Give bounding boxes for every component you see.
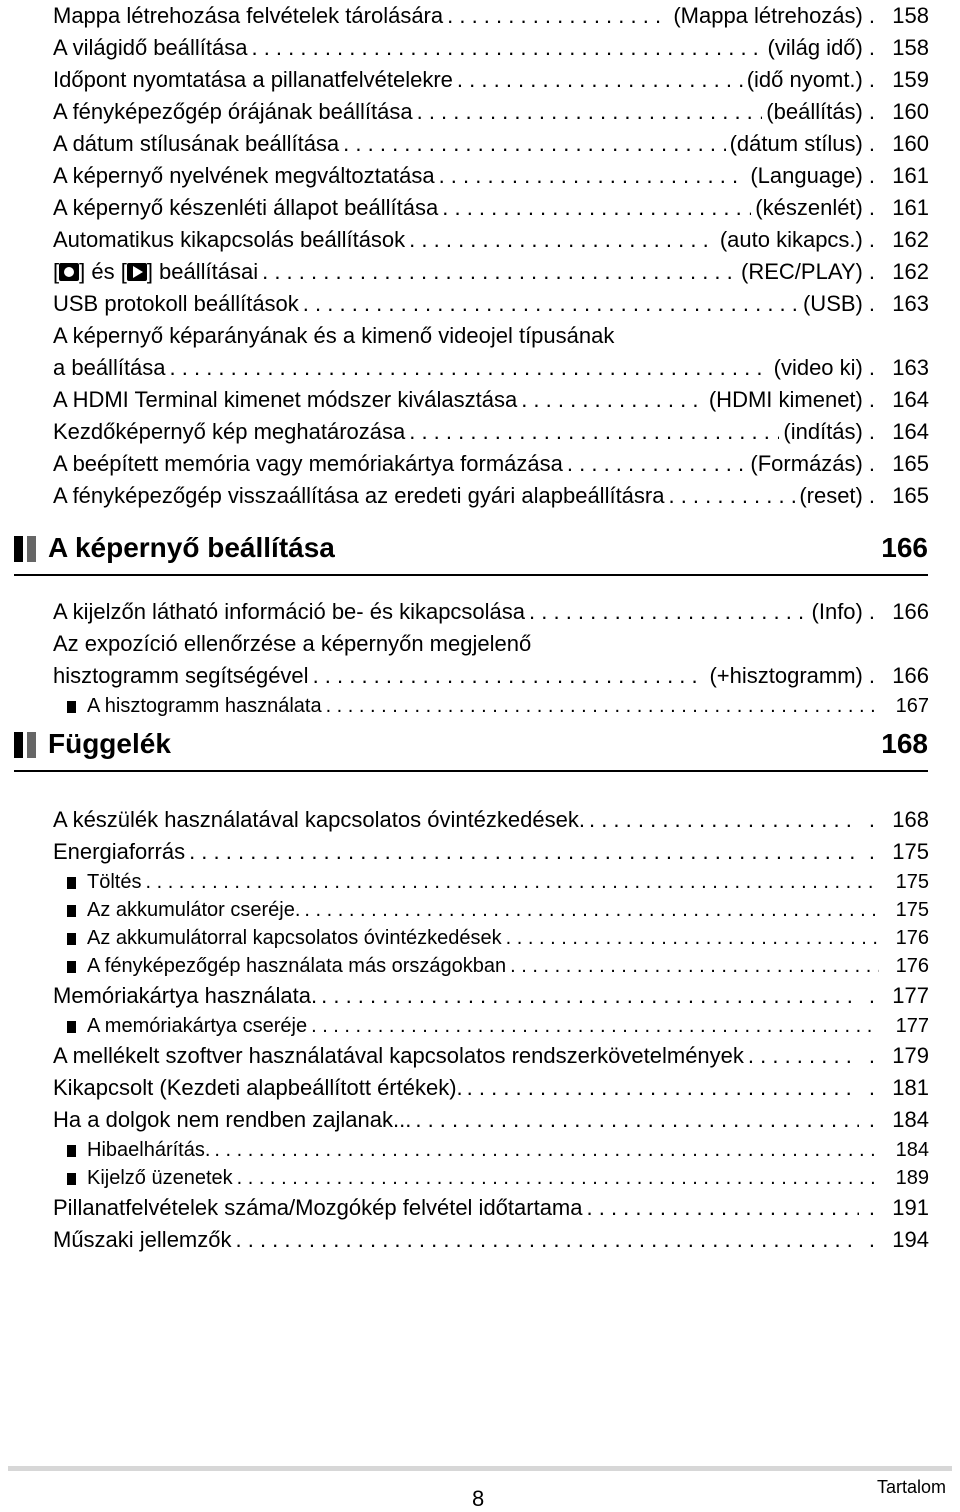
dot: . bbox=[868, 35, 875, 60]
dot-leader bbox=[236, 1224, 859, 1256]
toc-entry-page: 161 bbox=[892, 195, 929, 220]
dot-leader bbox=[447, 0, 669, 32]
toc-entry[interactable] bbox=[53, 1192, 929, 1224]
section-heading-screen bbox=[14, 530, 928, 576]
toc-block-2 bbox=[53, 288, 929, 320]
dot-leader bbox=[529, 596, 807, 628]
toc-entry-title: Műszaki jellemzők bbox=[53, 1227, 232, 1252]
recplay-suffix: ] beállításai bbox=[146, 259, 259, 284]
dot-leader bbox=[589, 804, 859, 836]
toc-entry[interactable] bbox=[53, 448, 929, 480]
toc-entry-page: 163 bbox=[892, 291, 929, 316]
dot-leader bbox=[442, 192, 751, 224]
toc-entry-page: 168 bbox=[892, 807, 929, 832]
bullet-icon bbox=[67, 877, 76, 889]
dot-leader bbox=[326, 692, 879, 720]
toc-entry-title: a beállítása bbox=[53, 355, 166, 380]
toc-entry-short: (USB) bbox=[802, 291, 863, 316]
toc-entry[interactable] bbox=[53, 416, 929, 448]
toc-entry-title: Kezdőképernyő kép meghatározása bbox=[53, 419, 406, 444]
toc-entry-page: 177 bbox=[895, 1015, 929, 1037]
dot-leader bbox=[467, 1072, 859, 1104]
toc-entry[interactable] bbox=[53, 1104, 929, 1136]
dot: . bbox=[868, 195, 875, 220]
toc-entry-page: 160 bbox=[892, 99, 929, 124]
toc-entry-title: A dátum stílusának beállítása bbox=[53, 131, 340, 156]
toc-entry-info[interactable] bbox=[53, 596, 929, 628]
dot-leader bbox=[343, 128, 725, 160]
toc-entry-rec-play[interactable] bbox=[53, 256, 929, 288]
toc-subentry[interactable] bbox=[53, 1164, 929, 1192]
section-marker-icon bbox=[14, 732, 23, 758]
dot: . bbox=[868, 355, 875, 380]
toc-entry[interactable] bbox=[53, 980, 929, 1012]
dot: . bbox=[868, 3, 875, 28]
toc-entry-short: (idő nyomt.) bbox=[746, 67, 863, 92]
footer-label: Tartalom bbox=[876, 1477, 946, 1497]
toc-entry[interactable] bbox=[53, 1224, 929, 1256]
toc bbox=[53, 0, 929, 1256]
toc-entry-page: 164 bbox=[892, 387, 929, 412]
section-marker-icon bbox=[27, 732, 36, 758]
toc-entry-page: 176 bbox=[895, 955, 929, 977]
toc-entry-title: A fényképezőgép használata más országokban bbox=[87, 955, 507, 977]
bullet-icon bbox=[67, 961, 76, 973]
section-title: A képernyő beállítása bbox=[48, 532, 335, 563]
toc-entry-title: A memóriakártya cseréje bbox=[87, 1015, 308, 1037]
dot-leader bbox=[251, 32, 763, 64]
toc-entry[interactable] bbox=[53, 192, 929, 224]
section-marker-icon bbox=[14, 536, 23, 562]
toc-block-1 bbox=[53, 0, 929, 256]
toc-entry-title: A fényképezőgép visszaállítása az eredeti gyári alapbeállításra bbox=[53, 483, 665, 508]
footer-divider bbox=[8, 1466, 952, 1471]
toc-entry-title: Időpont nyomtatása a pillanatfelvételekre bbox=[53, 67, 453, 92]
dot-leader bbox=[145, 868, 879, 896]
toc-entry[interactable] bbox=[53, 128, 929, 160]
toc-subentry[interactable] bbox=[53, 952, 929, 980]
toc-entry-short: (dátum stílus) bbox=[729, 131, 863, 156]
toc-entry-title: Az akkumulátor cseréje. bbox=[87, 899, 301, 921]
dot-leader bbox=[417, 96, 763, 128]
toc-subentry[interactable] bbox=[53, 924, 929, 952]
dot-leader bbox=[321, 980, 859, 1012]
toc-entry-short: (indítás) bbox=[783, 419, 863, 444]
section-page: 166 bbox=[881, 532, 928, 563]
toc-entry-title: A képernyő készenléti állapot beállítása bbox=[53, 195, 439, 220]
dot: . bbox=[868, 451, 875, 476]
section-page: 168 bbox=[881, 728, 928, 759]
dot-leader bbox=[409, 224, 716, 256]
toc-subentry[interactable] bbox=[53, 1136, 929, 1164]
section-heading-appendix bbox=[14, 726, 928, 772]
bracket-open: [ bbox=[53, 259, 60, 284]
page-number: 8 bbox=[472, 1486, 485, 1511]
dot-leader bbox=[409, 416, 779, 448]
dot-leader bbox=[313, 660, 706, 692]
dot: . bbox=[868, 131, 875, 156]
toc-entry-title: Ha a dolgok nem rendben zajlanak... bbox=[53, 1107, 412, 1132]
dot: . bbox=[868, 227, 875, 252]
toc-entry-title: A HDMI Terminal kimenet módszer kiválasztása bbox=[53, 387, 518, 412]
dot: . bbox=[868, 419, 875, 444]
toc-entry-title: Pillanatfelvételek száma/Mozgókép felvétel időtartama bbox=[53, 1195, 583, 1220]
dot: . bbox=[868, 483, 875, 508]
toc-entry[interactable] bbox=[53, 32, 929, 64]
toc-entry-title: Töltés bbox=[87, 871, 142, 893]
toc-entry-page: 165 bbox=[892, 451, 929, 476]
toc-entry-short: (reset) bbox=[799, 483, 863, 508]
dot: . bbox=[868, 163, 875, 188]
toc-entry-title: A kijelzőn látható információ be- és kikapcsolása bbox=[53, 599, 526, 624]
toc-entry-page: 161 bbox=[892, 163, 929, 188]
dot-leader bbox=[237, 1164, 879, 1192]
toc-entry[interactable] bbox=[53, 384, 929, 416]
toc-entry-page: 175 bbox=[895, 871, 929, 893]
toc-entry-page: 164 bbox=[892, 419, 929, 444]
toc-entry-page: 175 bbox=[892, 839, 929, 864]
dot: . bbox=[868, 983, 875, 1008]
dot: . bbox=[868, 1075, 875, 1100]
toc-entry-title: A készülék használatával kapcsolatos óvintézkedések. bbox=[53, 807, 585, 832]
toc-entry-page: 177 bbox=[892, 983, 929, 1008]
dot: . bbox=[868, 599, 875, 624]
toc-subentry[interactable] bbox=[53, 896, 929, 924]
toc-entry-page: 184 bbox=[892, 1107, 929, 1132]
dot: . bbox=[868, 1107, 875, 1132]
dot-leader bbox=[510, 952, 879, 980]
toc-entry-histo[interactable] bbox=[53, 660, 929, 692]
dot-leader bbox=[748, 1040, 859, 1072]
toc-entry-short: (Language) bbox=[750, 163, 863, 188]
toc-entry[interactable] bbox=[53, 1072, 929, 1104]
dot-leader bbox=[439, 160, 747, 192]
dot-leader bbox=[415, 1104, 859, 1136]
toc-entry-title: Memóriakártya használata. bbox=[53, 983, 318, 1008]
dot-leader bbox=[214, 1136, 879, 1164]
dot: . bbox=[868, 67, 875, 92]
dot-leader bbox=[587, 1192, 859, 1224]
toc-entry-title: A hisztogramm használata bbox=[87, 695, 322, 717]
dot: . bbox=[868, 387, 875, 412]
toc-entry-page: 158 bbox=[892, 3, 929, 28]
toc-entry-page: 191 bbox=[892, 1195, 929, 1220]
toc-entry-page: 176 bbox=[895, 927, 929, 949]
toc-entry-page: 165 bbox=[892, 483, 929, 508]
toc-entry[interactable] bbox=[53, 160, 929, 192]
toc-entry-aspect-line1: A képernyő képarányának és a kimenő videojel típusának bbox=[53, 323, 615, 348]
play-icon bbox=[127, 263, 147, 281]
toc-entry-short: (REC/PLAY) bbox=[741, 259, 863, 284]
toc-entry-page: 166 bbox=[892, 599, 929, 624]
dot: . bbox=[868, 1227, 875, 1252]
toc-entry-aspect[interactable] bbox=[53, 352, 929, 384]
toc-entry-page: 194 bbox=[892, 1227, 929, 1252]
dot: . bbox=[868, 1195, 875, 1220]
toc-entry-short: (Formázás) bbox=[750, 451, 863, 476]
toc-entry-histo-line1: Az expozíció ellenőrzése a képernyőn megjelenő bbox=[53, 631, 532, 656]
dot: . bbox=[868, 291, 875, 316]
toc-entry-page: 179 bbox=[892, 1043, 929, 1068]
toc-entry-page: 163 bbox=[892, 355, 929, 380]
bullet-icon bbox=[67, 1173, 76, 1185]
dot-leader bbox=[521, 384, 705, 416]
toc-entry[interactable] bbox=[53, 1040, 929, 1072]
toc-entry-page: 162 bbox=[892, 259, 929, 284]
dot: . bbox=[868, 839, 875, 864]
toc-entry-page: 175 bbox=[895, 899, 929, 921]
toc-block-appendix bbox=[53, 804, 929, 1256]
toc-entry-short: (készenlét) bbox=[755, 195, 863, 220]
dot-leader bbox=[303, 288, 799, 320]
section-marker-icon bbox=[27, 536, 36, 562]
toc-entry[interactable] bbox=[53, 64, 929, 96]
section-title: Függelék bbox=[48, 728, 171, 759]
toc-entry-short: (világ idő) bbox=[767, 35, 863, 60]
toc-entry-title bbox=[53, 256, 258, 288]
bullet-icon bbox=[67, 701, 76, 713]
toc-entry-page: 184 bbox=[895, 1139, 929, 1161]
dot-leader bbox=[170, 352, 770, 384]
toc-subentry-histo[interactable] bbox=[53, 692, 929, 720]
toc-entry-title: Hibaelhárítás. bbox=[87, 1139, 211, 1161]
toc-entry[interactable] bbox=[53, 480, 929, 512]
toc-entry-short: (beállítás) bbox=[766, 99, 863, 124]
toc-entry[interactable] bbox=[53, 804, 929, 836]
toc-entry[interactable] bbox=[53, 0, 929, 32]
toc-entry-title: A világidő beállítása bbox=[53, 35, 248, 60]
toc-entry[interactable] bbox=[53, 224, 929, 256]
bullet-icon bbox=[67, 1021, 76, 1033]
dot: . bbox=[868, 259, 875, 284]
dot: . bbox=[868, 663, 875, 688]
toc-entry-title: Energiaforrás bbox=[53, 839, 186, 864]
dot: . bbox=[868, 807, 875, 832]
bullet-icon bbox=[67, 905, 76, 917]
bullet-icon bbox=[67, 933, 76, 945]
toc-entry-title: A fényképezőgép órájának beállítása bbox=[53, 99, 413, 124]
toc-entry-short: (Mappa létrehozás) bbox=[673, 3, 863, 28]
dot-leader bbox=[262, 256, 737, 288]
toc-entry-short: (HDMI kimenet) bbox=[708, 387, 863, 412]
bullet-icon bbox=[67, 1145, 76, 1157]
toc-entry[interactable] bbox=[53, 96, 929, 128]
toc-entry-title: Mappa létrehozása felvételek tárolására bbox=[53, 3, 444, 28]
toc-entry-title: Kikapcsolt (Kezdeti alapbeállított értékek). bbox=[53, 1075, 463, 1100]
toc-entry-title: A mellékelt szoftver használatával kapcsolatos rendszerkövetelmények bbox=[53, 1043, 744, 1068]
toc-entry-page: 159 bbox=[892, 67, 929, 92]
dot-leader bbox=[311, 1012, 879, 1040]
toc-entry[interactable] bbox=[53, 288, 929, 320]
camera-icon bbox=[59, 263, 79, 281]
dot: . bbox=[868, 99, 875, 124]
toc-entry-title: Kijelző üzenetek bbox=[87, 1167, 233, 1189]
toc-entry-short: (video ki) bbox=[773, 355, 863, 380]
dot-leader bbox=[567, 448, 747, 480]
toc-entry-title: Az akkumulátorral kapcsolatos óvintézkedések bbox=[87, 927, 502, 949]
dot: . bbox=[868, 1043, 875, 1068]
toc-entry-title: USB protokoll beállítások bbox=[53, 291, 299, 316]
toc-entry-page: 160 bbox=[892, 131, 929, 156]
toc-entry-title: A képernyő nyelvének megváltoztatása bbox=[53, 163, 435, 188]
dot-leader bbox=[189, 836, 859, 868]
toc-entry-title: Automatikus kikapcsolás beállítások bbox=[53, 227, 406, 252]
toc-entry-title: hisztogramm segítségével bbox=[53, 663, 309, 688]
dot-leader bbox=[304, 896, 879, 924]
toc-subentry[interactable] bbox=[53, 868, 929, 896]
toc-entry-page: 158 bbox=[892, 35, 929, 60]
toc-entry-page: 162 bbox=[892, 227, 929, 252]
toc-entry[interactable] bbox=[53, 836, 929, 868]
toc-entry-page: 189 bbox=[895, 1167, 929, 1189]
toc-entry-title: A beépített memória vagy memóriakártya formázása bbox=[53, 451, 563, 476]
toc-entry-page: 166 bbox=[892, 663, 929, 688]
dot-leader bbox=[668, 480, 795, 512]
dot-leader bbox=[457, 64, 743, 96]
recplay-and: ] és [ bbox=[79, 259, 127, 284]
toc-subentry[interactable] bbox=[53, 1012, 929, 1040]
toc-entry-page: 167 bbox=[895, 695, 929, 717]
toc-entry-short: (Info) bbox=[811, 599, 863, 624]
toc-entry-page: 181 bbox=[892, 1075, 929, 1100]
toc-entry-short: (+hisztogramm) bbox=[709, 663, 863, 688]
toc-block-3 bbox=[53, 384, 929, 512]
dot-leader bbox=[506, 924, 879, 952]
toc-entry-short: (auto kikapcs.) bbox=[719, 227, 863, 252]
